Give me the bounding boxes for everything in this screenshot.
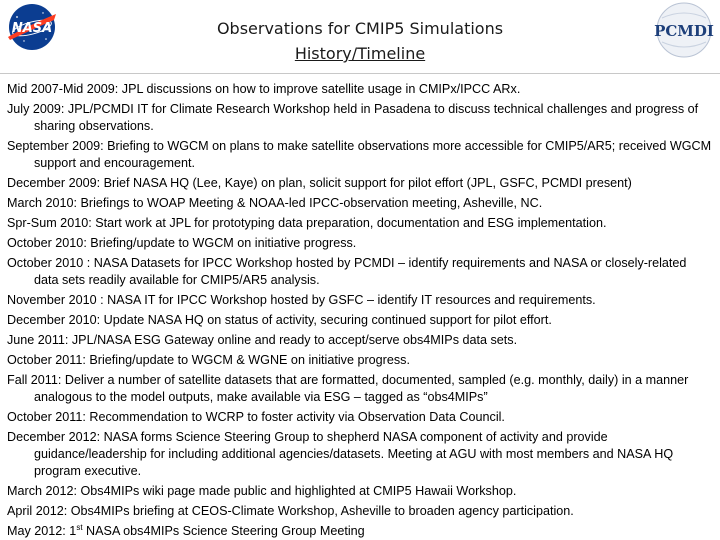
timeline-item: March 2012: Obs4MIPs wiki page made public and highlighted at CMIP5 Hawaii Workshop. xyxy=(7,484,517,498)
pcmdi-logo xyxy=(644,0,718,60)
timeline-item: December 2012: NASA forms Science Steering Group to shepherd NASA component of activity and provide guidance/leadership for including additional agencies/datasets. Meeting at AGU with most members and NASA HQ program executive. xyxy=(7,430,674,478)
timeline-item-last-superscript: st xyxy=(76,522,83,532)
timeline-item: December 2009: Brief NASA HQ (Lee, Kaye) on plan, solicit support for pilot effort (JPL, GSFC, PCMDI present) xyxy=(7,176,632,190)
timeline-item: April 2012: Obs4MIPs briefing at CEOS-Climate Workshop, Asheville to broaden agency participation. xyxy=(7,504,574,518)
timeline-item: October 2011: Recommendation to WCRP to foster activity via Observation Data Council. xyxy=(7,410,505,424)
timeline-item: December 2010: Update NASA HQ on status of activity, securing continued support for pilot effort. xyxy=(7,313,552,327)
timeline-item-last xyxy=(7,523,713,540)
timeline-item: Spr-Sum 2010: Start work at JPL for prototyping data preparation, documentation and ESG implementation. xyxy=(7,216,607,230)
timeline-item-last-prefix: May 2012: 1 xyxy=(7,524,77,538)
timeline-item: July 2009: JPL/PCMDI IT for Climate Research Workshop held in Pasadena to discuss technical challenges and progress of sharing observations. xyxy=(7,102,699,133)
timeline-item: Mid 2007-Mid 2009: JPL discussions on how to improve satellite usage in CMIPx/IPCC ARx. xyxy=(7,82,521,96)
header-divider xyxy=(0,73,720,74)
timeline-item: September 2009: Briefing to WGCM on plans to make satellite observations more accessible for CMIP5/AR5; received WGCM support and encouragement. xyxy=(7,139,712,170)
timeline-item: October 2011: Briefing/update to WGCM & WGNE on initiative progress. xyxy=(7,353,410,367)
title-block xyxy=(120,16,600,66)
timeline-item: October 2010: Briefing/update to WGCM on initiative progress. xyxy=(7,236,357,250)
pcmdi-logo-text: PCMDI xyxy=(654,22,714,40)
page-title: Observations for CMIP5 Simulations xyxy=(216,19,504,38)
nasa-logo xyxy=(5,2,59,52)
timeline-item: October 2010 : NASA Datasets for IPCC Workshop hosted by PCMDI – identify requirements and NASA or closely-related data sets readily available for CMIP5/AR5 analysis. xyxy=(7,256,687,287)
timeline-item: Fall 2011: Deliver a number of satellite datasets that are formatted, documented, sampled (e.g. monthly, daily) in a manner analogous to the model outputs, make available via ESG – tagged as “obs4MIPs” xyxy=(7,373,689,404)
timeline-item-last-suffix: NASA obs4MIPs Science Steering Group Meeting xyxy=(82,524,365,538)
nasa-logo-text: NASA xyxy=(11,21,53,36)
page-subtitle: History/Timeline xyxy=(294,44,426,63)
timeline-item: June 2011: JPL/NASA ESG Gateway online and ready to accept/serve obs4MIPs data sets. xyxy=(7,333,518,347)
timeline-list xyxy=(7,81,713,540)
timeline-item: November 2010 : NASA IT for IPCC Workshop hosted by GSFC – identify IT resources and requirements. xyxy=(7,293,596,307)
timeline-item: March 2010: Briefings to WOAP Meeting & NOAA-led IPCC-observation meeting, Asheville, NC. xyxy=(7,196,543,210)
